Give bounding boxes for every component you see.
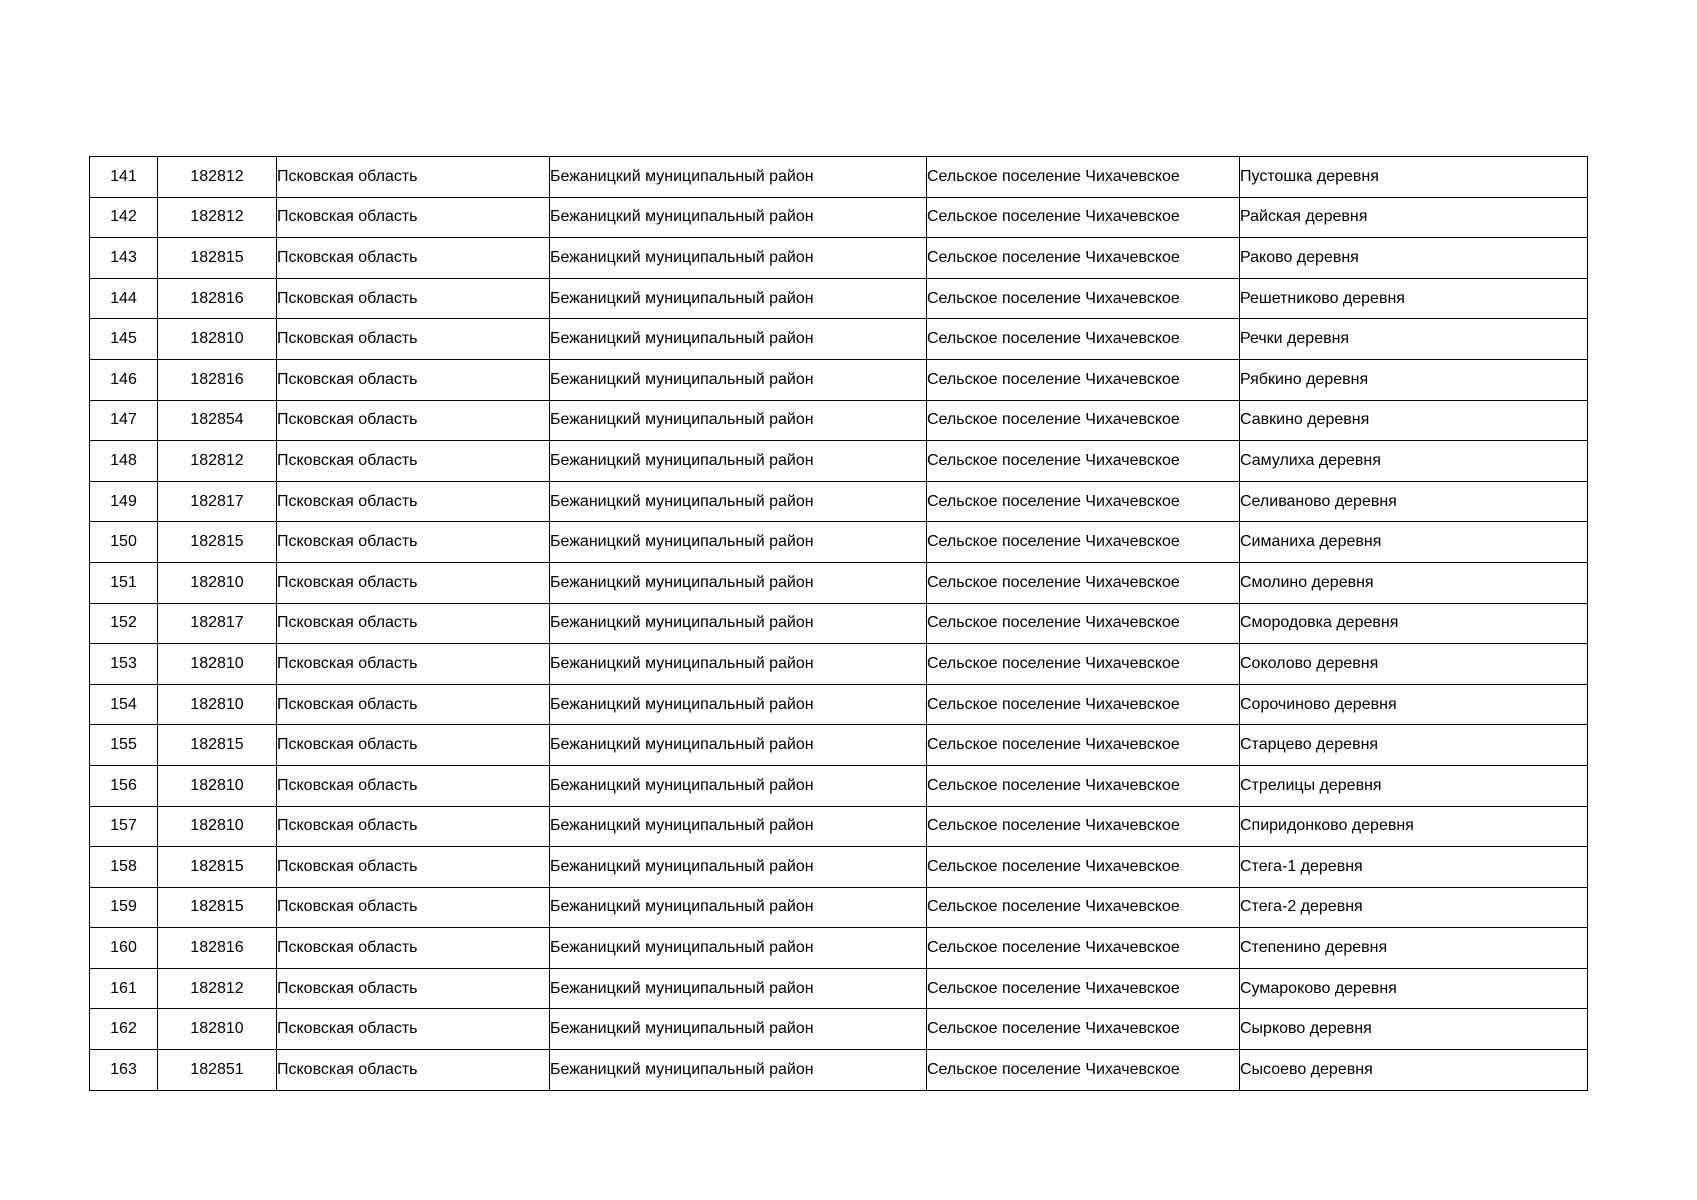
region-cell: Псковская область — [277, 968, 550, 1009]
settlement-cell: Сельское поселение Чихачевское — [927, 765, 1240, 806]
locality-cell: Стега-2 деревня — [1240, 887, 1588, 928]
locality-cell: Стрелицы деревня — [1240, 765, 1588, 806]
locality-cell: Сумароково деревня — [1240, 968, 1588, 1009]
locality-cell: Сысоево деревня — [1240, 1050, 1588, 1091]
region-cell: Псковская область — [277, 400, 550, 441]
postal-code-cell: 182810 — [158, 1009, 277, 1050]
locality-cell: Симаниха деревня — [1240, 522, 1588, 563]
locality-cell: Савкино деревня — [1240, 400, 1588, 441]
locality-cell: Старцево деревня — [1240, 725, 1588, 766]
district-cell: Бежаницкий муниципальный район — [550, 197, 927, 238]
row-number-cell: 142 — [90, 197, 158, 238]
region-cell: Псковская область — [277, 603, 550, 644]
district-cell: Бежаницкий муниципальный район — [550, 603, 927, 644]
table-row — [90, 400, 1588, 441]
district-cell: Бежаницкий муниципальный район — [550, 765, 927, 806]
region-cell: Псковская область — [277, 644, 550, 685]
postal-code-cell: 182854 — [158, 400, 277, 441]
table-row — [90, 441, 1588, 482]
table-row — [90, 319, 1588, 360]
district-cell: Бежаницкий муниципальный район — [550, 887, 927, 928]
row-number-cell: 162 — [90, 1009, 158, 1050]
row-number-cell: 143 — [90, 238, 158, 279]
region-cell: Псковская область — [277, 1050, 550, 1091]
settlement-cell: Сельское поселение Чихачевское — [927, 725, 1240, 766]
locality-cell: Райская деревня — [1240, 197, 1588, 238]
district-cell: Бежаницкий муниципальный район — [550, 847, 927, 888]
region-cell: Псковская область — [277, 359, 550, 400]
table-row — [90, 806, 1588, 847]
locality-cell: Рябкино деревня — [1240, 359, 1588, 400]
district-cell: Бежаницкий муниципальный район — [550, 725, 927, 766]
row-number-cell: 147 — [90, 400, 158, 441]
table-row — [90, 603, 1588, 644]
locality-cell: Селиваново деревня — [1240, 481, 1588, 522]
locality-cell: Речки деревня — [1240, 319, 1588, 360]
table-row — [90, 562, 1588, 603]
settlement-cell: Сельское поселение Чихачевское — [927, 968, 1240, 1009]
postal-code-cell: 182851 — [158, 1050, 277, 1091]
row-number-cell: 159 — [90, 887, 158, 928]
table-row — [90, 847, 1588, 888]
row-number-cell: 161 — [90, 968, 158, 1009]
row-number-cell: 151 — [90, 562, 158, 603]
locality-cell: Спиридонково деревня — [1240, 806, 1588, 847]
postal-code-cell: 182812 — [158, 157, 277, 198]
postal-code-cell: 182812 — [158, 197, 277, 238]
settlement-cell: Сельское поселение Чихачевское — [927, 157, 1240, 198]
settlement-cell: Сельское поселение Чихачевское — [927, 928, 1240, 969]
district-cell: Бежаницкий муниципальный район — [550, 806, 927, 847]
settlement-cell: Сельское поселение Чихачевское — [927, 603, 1240, 644]
district-cell: Бежаницкий муниципальный район — [550, 359, 927, 400]
row-number-cell: 150 — [90, 522, 158, 563]
settlement-cell: Сельское поселение Чихачевское — [927, 197, 1240, 238]
district-cell: Бежаницкий муниципальный район — [550, 1050, 927, 1091]
table-row — [90, 1009, 1588, 1050]
table-row — [90, 278, 1588, 319]
postal-code-cell: 182810 — [158, 806, 277, 847]
district-cell: Бежаницкий муниципальный район — [550, 319, 927, 360]
row-number-cell: 158 — [90, 847, 158, 888]
table-row — [90, 1050, 1588, 1091]
district-cell: Бежаницкий муниципальный район — [550, 157, 927, 198]
table-row — [90, 157, 1588, 198]
postal-code-cell: 182810 — [158, 684, 277, 725]
locality-cell: Соколово деревня — [1240, 644, 1588, 685]
settlement-cell: Сельское поселение Чихачевское — [927, 481, 1240, 522]
row-number-cell: 155 — [90, 725, 158, 766]
region-cell: Псковская область — [277, 238, 550, 279]
row-number-cell: 144 — [90, 278, 158, 319]
region-cell: Псковская область — [277, 684, 550, 725]
settlement-cell: Сельское поселение Чихачевское — [927, 684, 1240, 725]
region-cell: Псковская область — [277, 562, 550, 603]
locality-cell: Самулиха деревня — [1240, 441, 1588, 482]
postal-code-cell: 182815 — [158, 238, 277, 279]
locality-cell: Смолино деревня — [1240, 562, 1588, 603]
locality-cell: Сырково деревня — [1240, 1009, 1588, 1050]
locality-cell: Стега-1 деревня — [1240, 847, 1588, 888]
settlement-cell: Сельское поселение Чихачевское — [927, 441, 1240, 482]
table-row — [90, 359, 1588, 400]
postal-code-cell: 182810 — [158, 644, 277, 685]
settlement-cell: Сельское поселение Чихачевское — [927, 1009, 1240, 1050]
table-row — [90, 197, 1588, 238]
locality-cell: Пустошка деревня — [1240, 157, 1588, 198]
row-number-cell: 141 — [90, 157, 158, 198]
settlements-table — [89, 156, 1588, 1091]
table-row — [90, 765, 1588, 806]
region-cell: Псковская область — [277, 725, 550, 766]
district-cell: Бежаницкий муниципальный район — [550, 562, 927, 603]
row-number-cell: 156 — [90, 765, 158, 806]
row-number-cell: 153 — [90, 644, 158, 685]
row-number-cell: 148 — [90, 441, 158, 482]
postal-code-cell: 182812 — [158, 968, 277, 1009]
postal-code-cell: 182810 — [158, 319, 277, 360]
postal-code-cell: 182815 — [158, 522, 277, 563]
settlement-cell: Сельское поселение Чихачевское — [927, 319, 1240, 360]
region-cell: Псковская область — [277, 1009, 550, 1050]
table-row — [90, 522, 1588, 563]
region-cell: Псковская область — [277, 197, 550, 238]
postal-code-cell: 182812 — [158, 441, 277, 482]
district-cell: Бежаницкий муниципальный район — [550, 928, 927, 969]
locality-cell: Сорочиново деревня — [1240, 684, 1588, 725]
district-cell: Бежаницкий муниципальный район — [550, 644, 927, 685]
region-cell: Псковская область — [277, 887, 550, 928]
region-cell: Псковская область — [277, 765, 550, 806]
postal-code-cell: 182815 — [158, 725, 277, 766]
postal-code-cell: 182816 — [158, 359, 277, 400]
table-row — [90, 725, 1588, 766]
district-cell: Бежаницкий муниципальный район — [550, 968, 927, 1009]
table-row — [90, 238, 1588, 279]
table-row — [90, 481, 1588, 522]
settlement-cell: Сельское поселение Чихачевское — [927, 847, 1240, 888]
postal-code-cell: 182816 — [158, 278, 277, 319]
locality-cell: Степенино деревня — [1240, 928, 1588, 969]
row-number-cell: 160 — [90, 928, 158, 969]
table-row — [90, 887, 1588, 928]
table-row — [90, 684, 1588, 725]
postal-code-cell: 182810 — [158, 765, 277, 806]
row-number-cell: 154 — [90, 684, 158, 725]
table-row — [90, 928, 1588, 969]
settlement-cell: Сельское поселение Чихачевское — [927, 238, 1240, 279]
district-cell: Бежаницкий муниципальный район — [550, 1009, 927, 1050]
region-cell: Псковская область — [277, 441, 550, 482]
row-number-cell: 146 — [90, 359, 158, 400]
locality-cell: Смородовка деревня — [1240, 603, 1588, 644]
postal-code-cell: 182815 — [158, 887, 277, 928]
postal-code-cell: 182817 — [158, 603, 277, 644]
settlement-cell: Сельское поселение Чихачевское — [927, 644, 1240, 685]
postal-code-cell: 182815 — [158, 847, 277, 888]
district-cell: Бежаницкий муниципальный район — [550, 400, 927, 441]
district-cell: Бежаницкий муниципальный район — [550, 522, 927, 563]
settlement-cell: Сельское поселение Чихачевское — [927, 400, 1240, 441]
locality-cell: Решетниково деревня — [1240, 278, 1588, 319]
region-cell: Псковская область — [277, 928, 550, 969]
settlement-cell: Сельское поселение Чихачевское — [927, 1050, 1240, 1091]
settlement-cell: Сельское поселение Чихачевское — [927, 562, 1240, 603]
row-number-cell: 163 — [90, 1050, 158, 1091]
region-cell: Псковская область — [277, 522, 550, 563]
district-cell: Бежаницкий муниципальный район — [550, 238, 927, 279]
settlement-cell: Сельское поселение Чихачевское — [927, 887, 1240, 928]
region-cell: Псковская область — [277, 278, 550, 319]
region-cell: Псковская область — [277, 481, 550, 522]
district-cell: Бежаницкий муниципальный район — [550, 684, 927, 725]
table-body — [90, 157, 1588, 1091]
settlement-cell: Сельское поселение Чихачевское — [927, 278, 1240, 319]
district-cell: Бежаницкий муниципальный район — [550, 278, 927, 319]
region-cell: Псковская область — [277, 806, 550, 847]
row-number-cell: 152 — [90, 603, 158, 644]
settlement-cell: Сельское поселение Чихачевское — [927, 806, 1240, 847]
postal-code-cell: 182817 — [158, 481, 277, 522]
row-number-cell: 149 — [90, 481, 158, 522]
settlement-cell: Сельское поселение Чихачевское — [927, 522, 1240, 563]
settlement-cell: Сельское поселение Чихачевское — [927, 359, 1240, 400]
table-row — [90, 644, 1588, 685]
region-cell: Псковская область — [277, 847, 550, 888]
postal-code-cell: 182816 — [158, 928, 277, 969]
district-cell: Бежаницкий муниципальный район — [550, 481, 927, 522]
postal-code-cell: 182810 — [158, 562, 277, 603]
row-number-cell: 157 — [90, 806, 158, 847]
row-number-cell: 145 — [90, 319, 158, 360]
district-cell: Бежаницкий муниципальный район — [550, 441, 927, 482]
locality-cell: Раково деревня — [1240, 238, 1588, 279]
region-cell: Псковская область — [277, 319, 550, 360]
region-cell: Псковская область — [277, 157, 550, 198]
table-row — [90, 968, 1588, 1009]
